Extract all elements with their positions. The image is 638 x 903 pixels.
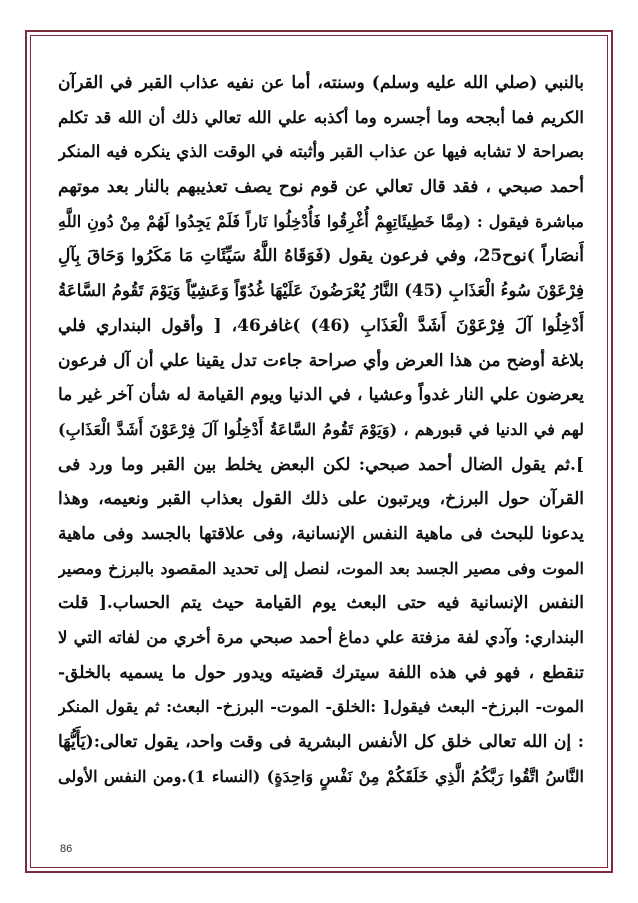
- quran-verse-line: النَّاسُ اتَّقُوا رَبَّكُمُ الَّذِي خَلَقَكُمْ مِنْ نَفْسٍ وَاحِدَةٍ) (النساء 1).ومن النفس الأولى: [58, 766, 584, 786]
- quran-verse-line: لهم في الدنيا في قبورهم ، (وَيَوْمَ تَقُومُ السَّاعَةُ أَدْخِلُوا آلَ فِرْعَوْنَ أَشَدَّ الْعَذَابِ): [58, 419, 584, 439]
- text-line: يدعونا للبحث فى ماهية النفس الإنسانية، وفى علاقتها بالجسد وفى ماهية: [58, 523, 584, 544]
- text-line: : إن الله تعالى خلق كل الأنفس البشرية فى وقت واحد، يقول تعالى:(يَأَيُّهَا: [58, 732, 584, 753]
- quran-verse-line: مباشرة فيقول : (مِمَّا خَطِيئَاتِهِمْ أُغْرِقُوا فَأُدْخِلُوا نَاراً فَلَمْ يَجِدُوا لَهُمْ مِنْ دُونِ اللَّهِ: [58, 211, 584, 231]
- text-line: البنداري: وآدي لفة مزفتة علي دماغ أحمد صبحي مرة أخري من لفاته التي لا: [58, 628, 584, 647]
- text-line: بلاغة أوضح من هذا العرض وأي صراحة جاءت تدل يقينا علي أن آل فرعون: [58, 350, 584, 371]
- text-line: يعرضون علي النار غدواً وعشيا ، في الدنيا ويوم القيامة له شأن آخر غير ما: [58, 385, 584, 406]
- quran-verse-line: فِرْعَوْنَ سُوءُ الْعَذَابِ (45) النَّارُ يُعْرَضُونَ عَلَيْهَا غُدُوّاً وَعَشِيّاً وَيَوْمَ تَقُومُ السَّاعَةُ: [58, 281, 584, 301]
- quran-verse-line: أَنصَاراً )نوح25، وفي فرعون يقول (فَوَقَاهُ اللَّهُ سَيِّئَاتِ مَا مَكَرُوا وَحَاقَ بِآلِ: [58, 246, 584, 267]
- text-line: تنقطع ، فهو في هذه اللفة سيترك قضيته ويدور حول ما يسميه بالخلق-: [58, 662, 584, 683]
- text-line: القرآن حول البرزخ، ويرتبون على ذلك القول بعذاب القبر ونعيمه، وهذا: [58, 489, 584, 510]
- text-line: الموت- البرزخ- البعث فيقول[ :الخلق- الموت- البرزخ- البعث: ثم يقول المنكر: [58, 697, 584, 717]
- text-line: الموت وفى مصير الجسد بعد الموت، لنصل إلى تحديد المقصود بالبرزخ ومصير: [58, 558, 584, 578]
- page-number: 86: [60, 843, 73, 855]
- text-line: بصراحة لا تشابه فيها عن عذاب القبر وأثبته في الوقت الذي ينكره فيه المنكر: [58, 142, 584, 162]
- text-line: بالنبي (صلي الله عليه وسلم) وسنته، أما عن نفيه عذاب القبر في القرآن: [58, 73, 584, 93]
- text-line: أحمد صبحي ، فقد قال تعالي عن قوم نوح يصف تعذيبهم بالنار بعد موتهم: [58, 177, 584, 198]
- quran-verse-line: أَدْخِلُوا آلَ فِرْعَوْنَ أَشَدَّ الْعَذَابِ (46) )غافر46، [ وأقول البنداري فلي: [58, 315, 584, 336]
- text-line: الكريم فما أبجحه وما أجسره وما أكذبه علي الله تعالي ذلك أن الله قد تكلم: [58, 107, 584, 127]
- text-line: ].ثم يقول الضال أحمد صبحي: لكن البعض يخلط بين القبر وما ورد فى: [58, 454, 584, 475]
- text-line: النفس الإنسانية فيه حتى البعث يوم القيامة حيث يتم الحساب.[ قلت: [58, 593, 584, 614]
- body-text: [58, 66, 584, 794]
